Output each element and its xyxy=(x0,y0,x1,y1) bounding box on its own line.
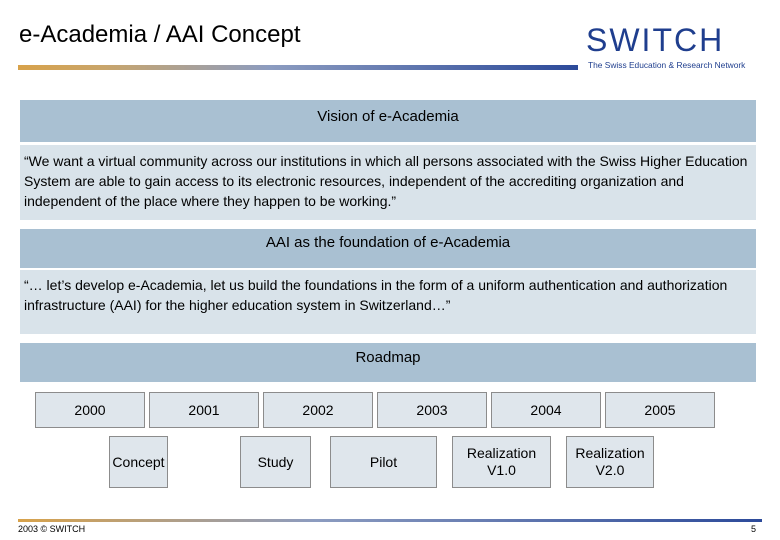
vision-quote: “We want a virtual community across our institutions in which all persons associated with the Swiss Higher Education System are able to gain access to its electronic resources, independent of the accrediting organization and independent of the place where they happen to be working.” xyxy=(20,145,756,220)
stage-pilot xyxy=(330,436,437,488)
page-number: 5 xyxy=(750,524,756,534)
stage-study-label: Study xyxy=(257,453,294,470)
stage-realization-v2-label: Realization xyxy=(575,445,645,461)
logo-wordmark: SWITCH xyxy=(586,22,725,58)
slide-title: e-Academia / AAI Concept xyxy=(19,21,301,48)
aai-quote: “… let’s develop e-Academia, let us build the foundations in the form of a uniform authentication and authorization infrastructure (AAI) for the higher education system in Switzerland…” xyxy=(20,270,756,334)
stage-concept-label: Concept xyxy=(112,453,165,470)
year-2001: 2001 xyxy=(149,392,259,428)
switch-logo xyxy=(586,22,762,72)
stage-realization-v2 xyxy=(566,436,654,488)
stage-concept xyxy=(109,436,168,488)
stage-realization-v1-sublabel: V1.0 xyxy=(487,462,516,478)
footer-divider xyxy=(18,519,762,522)
year-2002: 2002 xyxy=(263,392,373,428)
stage-realization-v1-label: Realization xyxy=(466,445,537,461)
stage-study xyxy=(240,436,311,488)
aai-heading: AAI as the foundation of e-Academia xyxy=(20,229,756,268)
footer-copyright: 2003 © SWITCH xyxy=(18,524,86,534)
title-divider xyxy=(18,65,578,70)
year-2000: 2000 xyxy=(35,392,145,428)
stage-realization-v2-sublabel: V2.0 xyxy=(595,462,625,478)
vision-heading: Vision of e-Academia xyxy=(20,100,756,142)
stage-realization-v1 xyxy=(452,436,551,488)
stage-pilot-label: Pilot xyxy=(369,453,398,470)
logo-tagline: The Swiss Education & Research Network xyxy=(588,60,746,70)
roadmap-heading: Roadmap xyxy=(20,343,756,382)
year-2004: 2004 xyxy=(491,392,601,428)
year-2005: 2005 xyxy=(605,392,715,428)
year-2003: 2003 xyxy=(377,392,487,428)
